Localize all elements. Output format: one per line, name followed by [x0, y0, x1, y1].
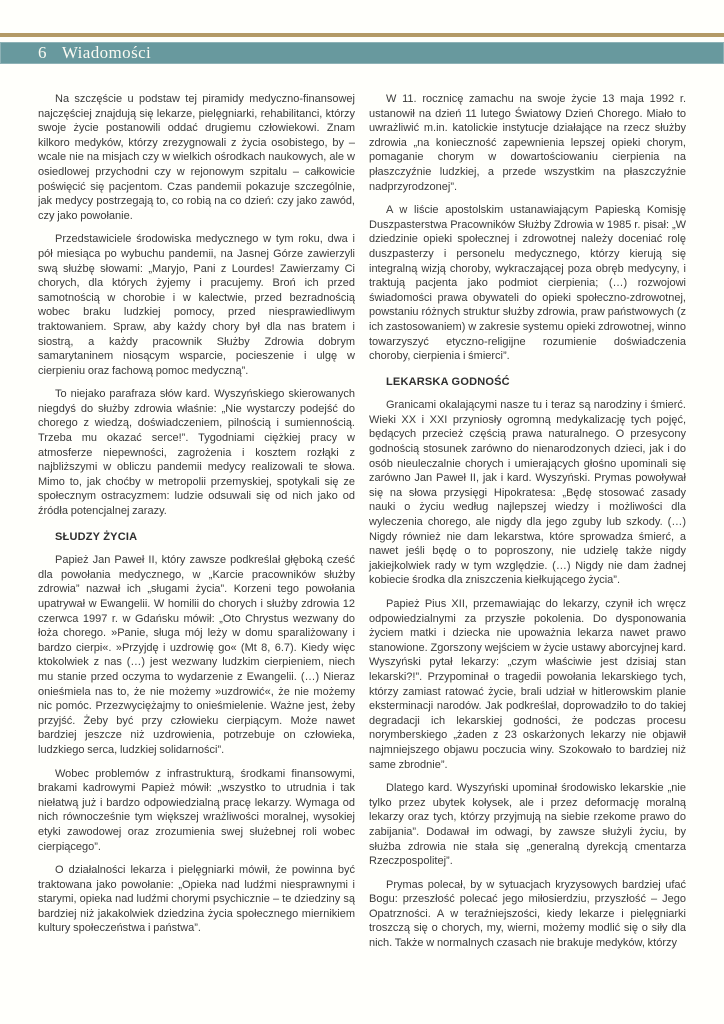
header-gold-rule [0, 33, 724, 37]
left-column [38, 92, 355, 1016]
page-number: 6 [38, 43, 47, 62]
paragraph: Granicami okalającymi nasze tu i teraz są narodziny i śmierć. Wieki XX i XXI przyniosły ogromną medykalizację tych pojęć, będących przecież częścią prawa naturalnego. O przesycony godnością stosunek zarówno do nienarodzonych dzieci, jak i do osób nieuleczalnie chorych i umierających głośno upominali się zarówno Jan Paweł II, jak i kard. Wyszyński. Prymas powoływał się na słowa przysięgi Hipokratesa: „Będę stosować zasady nauki o życiu według najlepszej wiedzy i możliwości dla wyleczenia chorego, ale nigdy dla jego zguby lub szkody. (…) Nigdy również nie dam lekarstwa, które sprowadza śmierć, a nawet jeśli będę o to poproszony, nie udzielę także nigdy jakiejkolwiek rady w tym względzie. (…) Nigdy nie dam żadnej kobiecie środka dla zniszczenia kiełkującego życia”. [369, 399, 686, 587]
right-column [369, 92, 686, 1016]
paragraph: To niejako parafraza słów kard. Wyszyńskiego skierowanych niegdyś do służby zdrowia właśnie: „Nie wystarczy podejść do chorego z wiedzą, doświadczeniem, pilnością i sumiennością. Trzeba mu okazać serce!”. Tygodniami ciężkiej pracy w atmosferze niepewności, zagrożenia i kosztem rozłąki z najbliższymi w obliczu pandemii medycy realizowali te słowa. Mimo to, jak choćby w metropolii przemyskiej, spotykali się ze społecznym ostracyzmem: ludzie odsuwali się od nich jako od źródła potencjalnej zarazy. [38, 388, 355, 518]
paragraph: Przedstawiciele środowiska medycznego w tym roku, dwa i pół miesiąca po wybuchu pandemii, na Jasnej Górze zawierzyli swą służbę słowami: „Maryjo, Pani z Lourdes! Zawierzamy Ci chorych, dla których żyjemy i pracujemy. Broń ich przed samotnością w chorobie i w kalectwie, przed bezradnością wobec braku ludzkiej pomocy, przed niesprawiedliwym traktowaniem. Spraw, aby każdy chory był dla nas bratem i siostrą, a każdy pracownik Służby Zdrowia dobrym samarytaninem niosącym wsparcie, pocieszenie i ulgę w cierpieniu oraz fachową pomoc medyczną”. [38, 233, 355, 377]
section-title: Wiadomości [61, 43, 152, 62]
paragraph: A w liście apostolskim ustanawiającym Papieską Komisję Duszpasterstwa Pracowników Służby Zdrowia w 1985 r. pisał: „W dziedzinie opieki społecznej i zdrowotnej należy doceniać rolę duszpasterzy i personelu medycznego, którzy kierują się integralną wizją choroby, wykraczającej poza obręb medycyny, i traktują pacjenta jako podmiot cierpienia; (…) rozwojowi świadomości prawa obywateli do opieki społeczno-zdrowotnej, powstaniu różnych struktur służby zdrowia, praw państwowych (z ich zastosowaniem) w zakresie systemu opieki zdrowotnej, winno towarzyszyć etyczno-religijne rozumienie doświadczenia choroby, cierpienia i śmierci”. [369, 204, 686, 363]
paragraph: Na szczęście u podstaw tej piramidy medyczno-finansowej najczęściej znajdują się lekarze, pielęgniarki, rehabilitanci, którzy swoje życie postanowili oddać drugiemu człowiekowi. Znam kilkoro medyków, którzy zrezygnowali z życia osobistego, by – wcale nie na misjach czy w wielkich ośrodkach naukowych, ale w osiedlowej przychodni czy w rejonowym szpitalu – całkowicie poświęcić się pacjentom. Czas pandemii pokazuje szczególnie, jak medycy postrzegają to, co robią na co dzień: czy jako zawód, czy jako powołanie. [38, 93, 355, 222]
article-body [38, 92, 686, 1016]
paragraph: W 11. rocznicę zamachu na swoje życie 13 maja 1992 r. ustanowił na dzień 11 lutego Światowy Dzień Chorego. Miało to uwrażliwić m.in. katolickie instytucje działające na rzecz służby zdrowia „na konieczność zapewnienia lepszej opieki chorym, pomaganie chorym w dowartościowaniu cierpienia na płaszczyźnie ludzkiej, a przede wszystkim na płaszczyźnie nadprzyrodzonej”. [369, 93, 686, 193]
section-heading-sludzy-zycia: SŁUDZY ŻYCIA [55, 530, 138, 543]
paragraph: O działalności lekarza i pielęgniarki mówił, że powinna być traktowana jako powołanie: „Opieka nad ludźmi niesprawnymi i starymi, opieka nad ludźmi chorymi psychicznie – te dziedziny są bardziej niż jakakolwiek dziedzina życia społecznego miernikiem kultury społeczeństwa i państwa”. [38, 864, 355, 935]
paragraph: Dlatego kard. Wyszyński upominał środowisko lekarskie „nie tylko przez ubytek kołysek, ale i przez deformację moralną lekarzy oraz tych, którzy przyjmują na siebie rzekome prawo do zabijania”. Dodawał im odwagi, by zawsze służyli życiu, by służba zdrowia nie stała się „generalną dyrekcją cmentarza Rzeczpospolitej”. [369, 782, 686, 868]
paragraph: Papież Jan Paweł II, który zawsze podkreślał głęboką cześć dla powołania medycznego, w „Karcie pracowników służby zdrowia” nazwał ich „sługami życia”. Korzeni tego powołania upatrywał w Ewangelii. W homilii do chorych i służby zdrowia 12 czerwca 1997 r. w Gdańsku mówił: „Oto Chrystus wezwany do łoża chorego. »Panie, sługa mój leży w domu sparaliżowany i bardzo cierpi«. »Przyjdę i uzdrowię go« (Mt 8, 6.7). Kiedy więc ktokolwiek z nas (…) jest wezwany ludzkim cierpieniem, niech mu stanie przed oczyma to wydarzenie z Ewangelii. (…) Nieraz onieśmiela nas to, że nie możemy »uzdrowić«, że nie możemy nic pomóc. Przezwyciężajmy to onieśmielenie. Ważne jest, żeby przyjść. Żeby być przy człowieku cierpiącym. Może nawet bardziej jeszcze niż uzdrowienia, potrzebuje on człowieka, ludzkiego serca, ludzkiej solidarności”. [38, 554, 355, 756]
paragraph: Wobec problemów z infrastrukturą, środkami finansowymi, brakami kadrowymi Papież mówił: „wszystko to utrudnia i tak niełatwą już i bardzo odpowiedzialną pracę lekarzy. Wymaga od nich równocześnie tym większej wrażliwości moralnej, wysokiej etyki zawodowej oraz zrozumienia swej służebnej roli wobec cierpiącego”. [38, 767, 355, 853]
section-heading-lekarska-godnosc: LEKARSKA GODNOŚĆ [386, 375, 510, 388]
page-header-band [0, 42, 724, 64]
paragraph: Papież Pius XII, przemawiając do lekarzy, czynił ich wręcz odpowiedzialnymi za przyszłe pokolenia. Do dysponowania życiem matki i dziecka nie upoważnia lekarza nawet prawo stanowione. Zgorszony wejściem w życie ustawy aborcyjnej kard. Wyszyński pytał lekarzy: „czym właściwie jest dzisiaj stan lekarski?!”. Przypominał o tragedii powołania lekarskiego tych, którzy zamiast ratować życie, brali udział w hitlerowskim planie eksterminacji narodów. Jak podkreślał, doprowadziło to do takiej degradacji ich lekarskiej godności, że podczas procesu norymberskiego „żaden z 23 oskarżonych lekarzy nie objawił najmniejszego objawu poczucia winy. Szokowało to bardziej niż same zbrodnie”. [369, 598, 686, 771]
paragraph: Prymas polecał, by w sytuacjach kryzysowych bardziej ufać Bogu: przeszłość polecać jego miłosierdziu, przyszłość – Jego Opatrzności. A w teraźniejszości, kiedy lekarze i pielęgniarki troszczą się o chorych, my, wierni, możemy modlić się o siły dla nich. Także w normalnych czasach nie brakuje medyków, którzy [369, 878, 686, 950]
